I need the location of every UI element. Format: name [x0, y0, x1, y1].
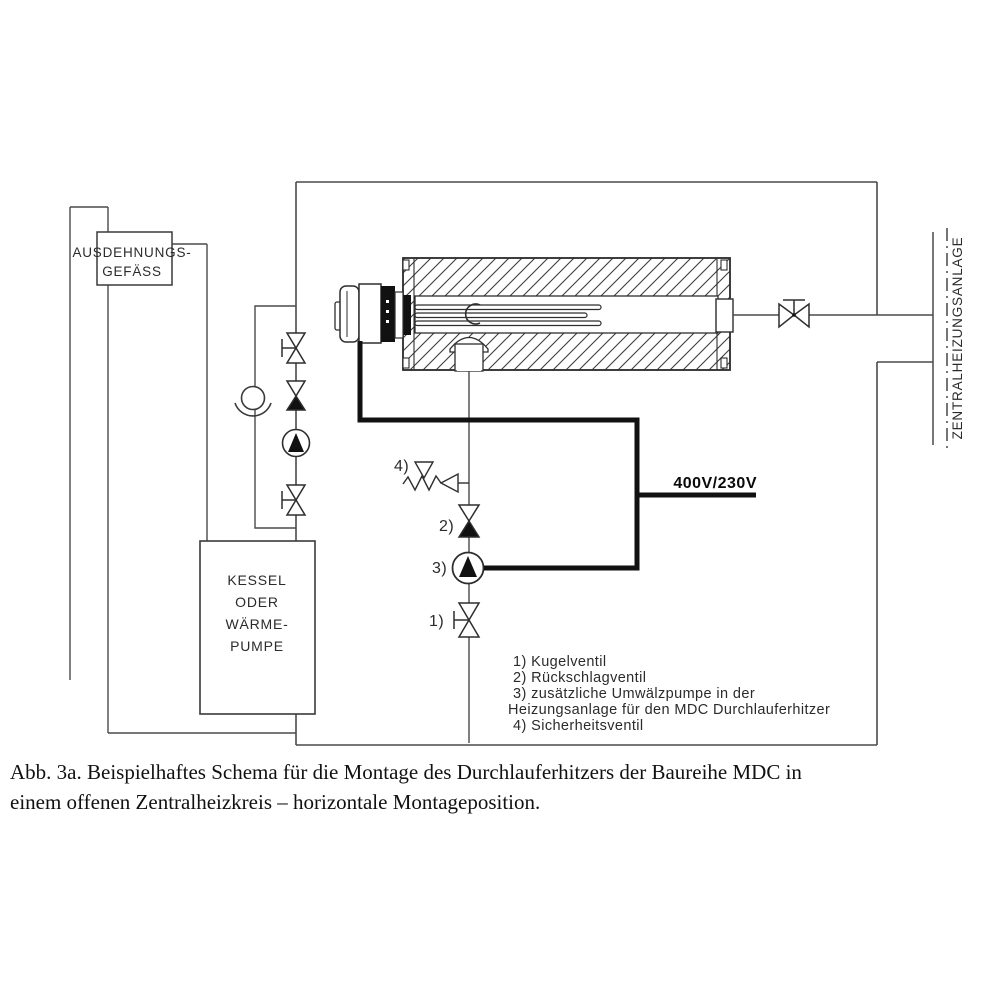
check-valve-icon [287, 381, 305, 410]
figure-caption [10, 760, 802, 814]
gauge-icon [235, 387, 271, 416]
marker-2: 2) [439, 518, 455, 535]
caption-line1: Abb. 3a. Beispielhaftes Schema für die Montage des Durchlauferhitzers der Baureihe MDC in [10, 760, 802, 784]
boiler-pump-group [235, 306, 310, 528]
expansion-vessel [72, 232, 191, 285]
safety-valve-icon [403, 462, 469, 492]
boiler-label-line4: PUMPE [230, 638, 284, 654]
heater-right-fitting [716, 299, 733, 332]
pump-icon [453, 553, 484, 584]
heater-plug [335, 284, 403, 343]
bypass-line [255, 306, 296, 528]
central-heating-label: ZENTRALHEIZUNGSANLAGE [950, 236, 965, 440]
boiler-box [200, 541, 315, 714]
central-heating-boundary [933, 228, 965, 450]
caption-line2: einem offenen Zentralheizkreis – horizontale Montageposition. [10, 790, 541, 814]
supply-pipe [733, 300, 933, 362]
boiler-label-line3: WÄRME- [225, 616, 289, 632]
boiler-label-line1: KESSEL [227, 572, 287, 588]
legend-item-2: 2) Rückschlagventil [513, 670, 647, 686]
legend [508, 654, 830, 734]
check-valve-icon [459, 505, 479, 537]
marker-4: 4) [394, 458, 410, 475]
expansion-vessel-label-line1: AUSDEHNUNGS- [72, 245, 192, 260]
legend-item-1: 1) Kugelventil [513, 654, 607, 670]
legend-item-3: 3) zusätzliche Umwälzpumpe in der [513, 686, 756, 702]
heating-element-rods [415, 305, 601, 326]
flow-heater [335, 258, 733, 371]
marker-3: 3) [432, 560, 448, 577]
ball-valve-icon [282, 333, 305, 363]
ball-valve-icon [282, 485, 305, 515]
ball-valve-icon [454, 603, 479, 637]
shutoff-valve-icon [779, 300, 809, 327]
power-label: 400V/230V [673, 475, 757, 492]
marker-1: 1) [429, 613, 445, 630]
heater-return-line [394, 371, 484, 743]
pump-icon [283, 430, 310, 457]
power-cable [360, 341, 756, 568]
expansion-vessel-label-line2: GEFÄSS [102, 264, 162, 279]
legend-item-3-continued: Heizungsanlage für den MDC Durchlauferhitzer [508, 702, 831, 718]
boiler-label-line2: ODER [235, 594, 279, 610]
heater-bottom-port [450, 338, 488, 372]
legend-item-4: 4) Sicherheitsventil [513, 718, 644, 734]
